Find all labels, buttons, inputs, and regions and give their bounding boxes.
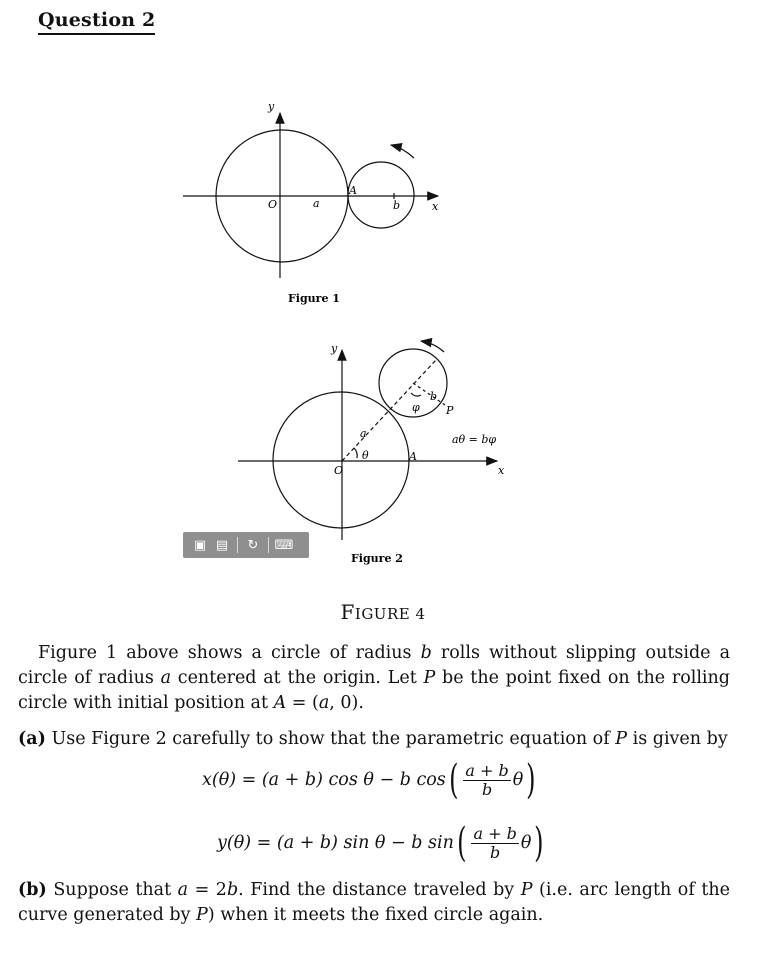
fig2-b-label: b — [430, 390, 438, 403]
fig2-origin-label: O — [334, 464, 344, 477]
equation-y: y(θ) = (a + b) sin θ − b sin ( $\frac{a + b}{b}$ θ ) — [217, 820, 544, 866]
fig2-relation-label: aθ = bφ — [452, 433, 497, 446]
fig2-a-label: a — [360, 427, 367, 440]
figure-caption: FIGURE 4 — [340, 600, 426, 624]
toolbar-divider — [268, 537, 269, 553]
image-edit-icon[interactable]: ▤ — [215, 537, 229, 553]
fig2-y-label: y — [331, 342, 338, 355]
fig2-A-label: A — [409, 450, 417, 463]
fig1-rolling-circle — [348, 162, 414, 228]
image-add-icon[interactable]: ▣ — [193, 537, 207, 553]
image-toolbar — [183, 532, 309, 558]
fig1-a-label: a — [313, 197, 320, 210]
intro-paragraph: Figure 1 above shows a circle of radius b rolls without slipping outside a circle of radius a centered at the origin. Let P be the point fixed on the rolling circle with initial position at A = (a, 0). — [18, 643, 731, 713]
fig1-b-label: b — [393, 199, 401, 212]
fig1-A-label: A — [349, 184, 357, 197]
fig2-fixed-circle — [273, 392, 409, 528]
fig2-x-label: x — [498, 464, 505, 477]
part-a-text: (a) Use Figure 2 carefully to show that the parametric equation of P is given by — [18, 729, 728, 749]
fig2-phi-label: φ — [412, 401, 420, 414]
refresh-icon[interactable]: ↻ — [247, 537, 259, 553]
equation-x: x(θ) = (a + b) cos θ − b cos ( $\frac{a + b}{b}$ θ ) — [202, 757, 536, 803]
toolbar-divider — [237, 537, 238, 553]
fig1-x-label: x — [432, 200, 439, 213]
figure-2-label: Figure 2 — [351, 552, 403, 565]
figure-1 — [183, 113, 438, 278]
fig2-center-line — [342, 360, 436, 461]
part-b-text: (b) Suppose that a = 2b. Find the distance traveled by P (i.e. arc length of the curve generated by P) when it meets the fixed circle again. — [18, 880, 730, 925]
fig1-origin-label: O — [268, 198, 278, 211]
fig1-rotation-arrow — [391, 145, 414, 158]
fig1-y-label: y — [268, 100, 275, 113]
figure-1-label: Figure 1 — [288, 292, 340, 305]
keyboard-icon[interactable]: ⌨ — [274, 537, 294, 553]
question-heading: Question 2 — [38, 9, 155, 35]
fig2-P-label: P — [446, 404, 454, 417]
fig2-theta-label: θ — [362, 449, 369, 462]
